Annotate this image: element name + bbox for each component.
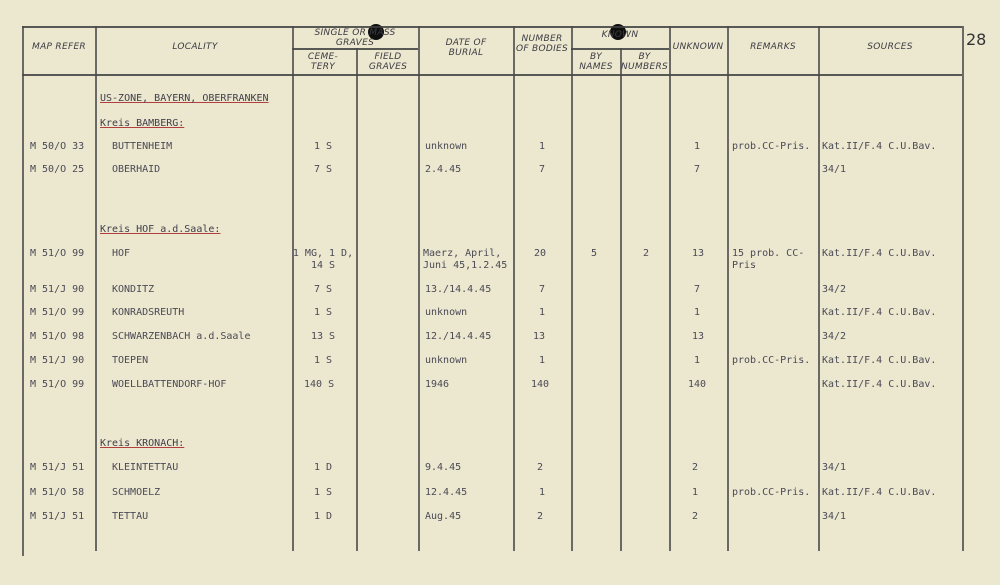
map-ref: M 51/O 58 [30, 487, 85, 498]
number-of-bodies: 20 [534, 248, 547, 259]
col-divider [292, 26, 294, 551]
date-of-burial: 13./14.4.45 [425, 284, 492, 295]
locality: SCHMOELZ [112, 487, 161, 498]
sources: 34/2 [822, 284, 847, 295]
sources: Kat.II/F.4 C.U.Bav. [822, 487, 937, 498]
remarks: prob.CC-Pris. [732, 141, 811, 152]
header-map-refer: MAP REFER [32, 42, 86, 52]
header-single-mass-graves: SINGLE OR MASS GRAVES [314, 28, 396, 48]
locality: SCHWARZENBACH a.d.Saale [112, 331, 251, 342]
known-by-numbers: 2 [643, 248, 650, 259]
locality: KLEINTETTAU [112, 462, 179, 473]
sources: Kat.II/F.4 C.U.Bav. [822, 141, 937, 152]
locality: KONRADSREUTH [112, 307, 185, 318]
number-of-bodies: 13 [533, 331, 546, 342]
locality: KONDITZ [112, 284, 155, 295]
sources: Kat.II/F.4 C.U.Bav. [822, 248, 937, 259]
sources: Kat.II/F.4 C.U.Bav. [822, 379, 937, 390]
unknown-count: 7 [694, 284, 701, 295]
region-heading: US-ZONE, BAYERN, OBERFRANKEN [100, 93, 269, 104]
date-of-burial: 1946 [425, 379, 450, 390]
col-divider [669, 26, 671, 551]
sources: Kat.II/F.4 C.U.Bav. [822, 355, 937, 366]
locality: TETTAU [112, 511, 149, 522]
sources: 34/1 [822, 462, 847, 473]
map-ref: M 50/O 25 [30, 164, 85, 175]
locality: HOF [112, 248, 131, 259]
section-heading: Kreis KRONACH: [100, 438, 185, 449]
number-of-bodies: 140 [531, 379, 550, 390]
date-of-burial: 9.4.45 [425, 462, 462, 473]
unknown-count: 1 [694, 141, 701, 152]
remarks: 15 prob. CC-Pris [732, 248, 805, 271]
sources: 34/1 [822, 511, 847, 522]
header-by-names: BY NAMES [579, 52, 613, 72]
unknown-count: 1 [694, 307, 701, 318]
col-divider [95, 26, 97, 551]
header-locality: LOCALITY [172, 42, 218, 52]
cemetery-graves: 7 S [314, 284, 333, 295]
cemetery-graves: 1 D [314, 462, 333, 473]
top-border [22, 26, 962, 28]
cemetery-graves: 1 S [314, 355, 333, 366]
map-ref: M 51/J 51 [30, 462, 85, 473]
header-cemetery: CEME-TERY [307, 52, 339, 72]
unknown-count: 1 [694, 355, 701, 366]
unknown-count: 2 [692, 462, 699, 473]
cemetery-graves: 140 S [304, 379, 335, 390]
unknown-count: 1 [692, 487, 699, 498]
section-heading: Kreis HOF a.d.Saale: [100, 224, 221, 235]
remarks: prob.CC-Pris. [732, 355, 811, 366]
date-of-burial: 2.4.45 [425, 164, 462, 175]
left-border [22, 26, 24, 556]
date-of-burial: unknown [425, 141, 468, 152]
cemetery-graves: 1 S [314, 307, 333, 318]
unknown-count: 13 [692, 331, 705, 342]
section-heading: Kreis BAMBERG: [100, 118, 185, 129]
header-divider [22, 74, 962, 76]
unknown-count: 2 [692, 511, 699, 522]
number-of-bodies: 2 [537, 462, 544, 473]
sources: Kat.II/F.4 C.U.Bav. [822, 307, 937, 318]
number-of-bodies: 1 [539, 487, 546, 498]
page-number: 28 [966, 30, 987, 49]
header-date-of-burial: DATE OF BURIAL [445, 38, 487, 58]
remarks: prob.CC-Pris. [732, 487, 811, 498]
number-of-bodies: 2 [537, 511, 544, 522]
number-of-bodies: 7 [539, 164, 546, 175]
unknown-count: 140 [688, 379, 707, 390]
map-ref: M 50/O 33 [30, 141, 85, 152]
locality: TOEPEN [112, 355, 149, 366]
map-ref: M 51/O 99 [30, 379, 85, 390]
locality: OBERHAID [112, 164, 161, 175]
locality: WOELLBATTENDORF-HOF [112, 379, 227, 390]
col-divider [513, 26, 515, 551]
header-sources: SOURCES [867, 42, 913, 52]
map-ref: M 51/J 90 [30, 284, 85, 295]
col-divider [571, 26, 573, 551]
date-of-burial: 12./14.4.45 [425, 331, 492, 342]
cemetery-graves: 7 S [314, 164, 333, 175]
sources: 34/1 [822, 164, 847, 175]
cemetery-graves: 1 S [314, 141, 333, 152]
right-border [962, 26, 964, 551]
cemetery-graves: 1 MG, 1 D, 14 S [292, 248, 354, 271]
number-of-bodies: 1 [539, 141, 546, 152]
number-of-bodies: 1 [539, 307, 546, 318]
header-unknown: UNKNOWN [672, 42, 724, 52]
col-divider [818, 26, 820, 551]
cemetery-graves: 1 D [314, 511, 333, 522]
sources: 34/2 [822, 331, 847, 342]
col-divider [418, 26, 420, 551]
map-ref: M 51/J 90 [30, 355, 85, 366]
known-by-names: 5 [591, 248, 598, 259]
header-remarks: REMARKS [750, 42, 796, 52]
map-ref: M 51/O 99 [30, 248, 85, 259]
unknown-count: 13 [692, 248, 705, 259]
map-ref: M 51/J 51 [30, 511, 85, 522]
header-field-graves: FIELD GRAVES [368, 52, 408, 72]
header-known: KNOWN [601, 30, 639, 40]
date-of-burial: Maerz, April, Juni 45,1.2.45 [423, 248, 508, 271]
col-divider [727, 26, 729, 551]
date-of-burial: 12.4.45 [425, 487, 468, 498]
cemetery-graves: 13 S [311, 331, 336, 342]
unknown-count: 7 [694, 164, 701, 175]
cemetery-graves: 1 S [314, 487, 333, 498]
map-ref: M 51/O 98 [30, 331, 85, 342]
col-divider [620, 48, 622, 551]
header-by-numbers: BY NUMBERS [621, 52, 669, 72]
locality: BUTTENHEIM [112, 141, 173, 152]
date-of-burial: unknown [425, 307, 468, 318]
number-of-bodies: 1 [539, 355, 546, 366]
header-number-of-bodies: NUMBER OF BODIES [515, 34, 569, 54]
map-ref: M 51/O 99 [30, 307, 85, 318]
number-of-bodies: 7 [539, 284, 546, 295]
date-of-burial: Aug.45 [425, 511, 462, 522]
date-of-burial: unknown [425, 355, 468, 366]
subheader-divider-graves [292, 48, 418, 50]
col-divider [356, 48, 358, 551]
